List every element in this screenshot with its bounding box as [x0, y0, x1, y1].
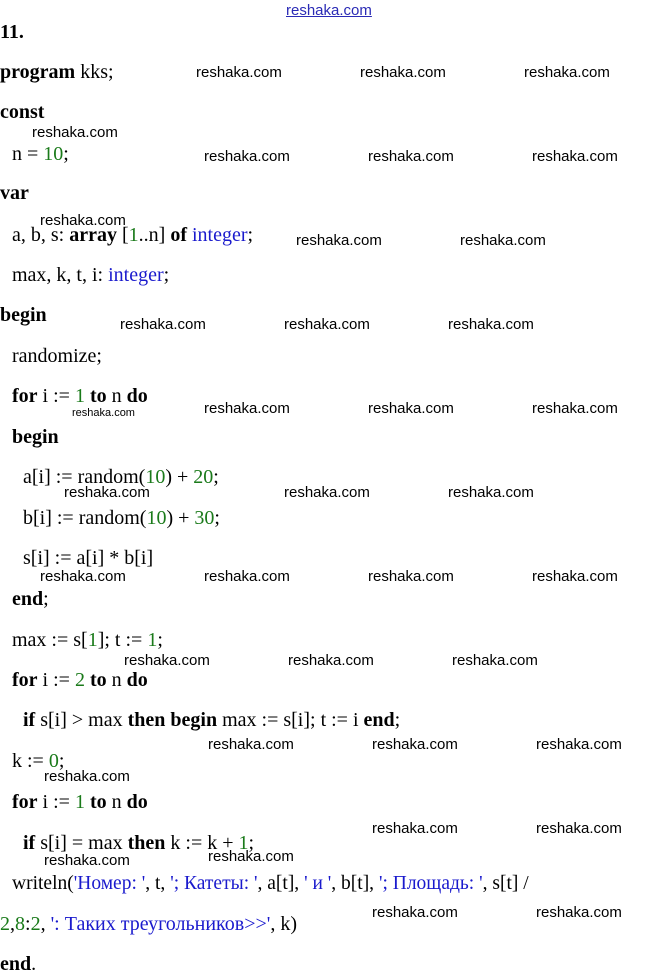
watermark: reshaka.com	[44, 852, 130, 869]
watermark: reshaka.com	[448, 316, 534, 333]
type-integer: integer	[108, 264, 164, 286]
writeln-arg: , b[t],	[331, 873, 379, 894]
divisor: 2	[0, 913, 10, 935]
comma: ,	[10, 913, 15, 935]
code-line-for3	[12, 790, 148, 814]
format-width: 8	[15, 913, 25, 935]
keyword-if: if	[23, 832, 36, 854]
max-t-value: 1	[147, 629, 158, 651]
writeln-arg: , s[t] /	[482, 873, 529, 894]
string-literal: '; Катеты: '	[170, 873, 258, 894]
watermark: reshaka.com	[448, 484, 534, 501]
ai-text: a[i] := random(	[23, 466, 146, 488]
watermark: reshaka.com	[536, 736, 622, 753]
semicolon: ;	[157, 629, 163, 651]
watermark: reshaka.com	[372, 904, 458, 921]
if-body: k := k +	[165, 832, 239, 854]
array-low: 1	[128, 224, 139, 246]
keyword-begin: begin	[0, 304, 47, 326]
keyword-to: to	[89, 385, 107, 407]
bi-text: b[i] := random(	[23, 507, 147, 529]
watermark: reshaka.com	[204, 400, 290, 417]
code-line-bi	[23, 506, 220, 530]
semicolon: ;	[163, 264, 170, 286]
watermark: reshaka.com	[40, 568, 126, 585]
code-line-program	[0, 60, 114, 84]
keyword-to: to	[89, 791, 107, 813]
keyword-array: array	[69, 224, 117, 246]
bi-rand: 10	[146, 507, 167, 529]
watermark: reshaka.com	[296, 232, 382, 249]
keyword-begin: begin	[12, 426, 59, 448]
keyword-then: then	[127, 709, 166, 731]
program-name: kks;	[75, 61, 114, 83]
si-text: s[i] := a[i] * b[i]	[23, 547, 154, 569]
code-line-for2	[12, 668, 148, 692]
keyword-if: if	[23, 709, 36, 731]
keyword-begin: begin	[170, 709, 218, 731]
keyword-for: for	[12, 669, 38, 691]
code-line-begin	[0, 303, 47, 327]
bi-plus: ) +	[166, 507, 195, 529]
array-bracket: [	[116, 224, 129, 246]
code-line-randomize	[12, 344, 102, 368]
keyword-const: const	[0, 101, 45, 123]
max-idx: 1	[87, 629, 98, 651]
watermark: reshaka.com	[204, 568, 290, 585]
semicolon: ;	[248, 832, 255, 854]
type-integer: integer	[192, 224, 248, 246]
code-line-end1	[12, 587, 49, 611]
watermark: reshaka.com	[532, 148, 618, 165]
writeln-arg: , t,	[145, 873, 171, 894]
watermark: reshaka.com	[368, 148, 454, 165]
semicolon: ;	[58, 750, 65, 772]
n-decl-text: n =	[12, 143, 44, 165]
array-range: ..n]	[138, 224, 171, 246]
keyword-to: to	[89, 669, 107, 691]
semicolon: ;	[43, 588, 49, 610]
watermark: reshaka.com	[368, 568, 454, 585]
for-var: i :=	[37, 791, 75, 813]
keyword-do: do	[126, 669, 148, 691]
code-line-max	[12, 628, 163, 652]
for-from: 2	[74, 669, 85, 691]
watermark: reshaka.com	[360, 64, 446, 81]
k-value: 0	[48, 750, 59, 772]
for-from: 1	[74, 791, 85, 813]
for-bound: n	[106, 791, 127, 813]
site-link[interactable]: reshaka.com	[286, 2, 372, 19]
comma: ,	[40, 913, 51, 935]
watermark: reshaka.com	[32, 124, 118, 141]
watermark: reshaka.com	[208, 736, 294, 753]
task-number: 11.	[0, 21, 24, 43]
k-text: k :=	[12, 750, 49, 772]
semicolon: ;	[394, 709, 401, 731]
keyword-end: end	[363, 709, 395, 731]
code-line-si	[23, 546, 153, 570]
if-body: max := s[i]; t := i	[217, 709, 364, 731]
n-value: 10	[43, 143, 64, 165]
watermark: reshaka.com	[196, 64, 282, 81]
code-line-begin2	[12, 425, 59, 449]
ai-add: 20	[193, 466, 214, 488]
watermark: reshaka.com	[536, 904, 622, 921]
for-bound: n	[106, 669, 127, 691]
code-line-end	[0, 952, 36, 976]
semicolon: ;	[214, 507, 220, 529]
watermark: reshaka.com	[208, 848, 294, 865]
semicolon: ;	[213, 466, 219, 488]
semicolon: ;	[247, 224, 254, 246]
max-text: max := s[	[12, 629, 88, 651]
for-var: i :=	[37, 669, 75, 691]
colon: :	[25, 913, 31, 935]
watermark: reshaka.com	[120, 316, 206, 333]
watermark: reshaka.com	[372, 820, 458, 837]
watermark: reshaka.com	[204, 148, 290, 165]
code-line-var	[0, 181, 29, 205]
watermark: reshaka.com	[288, 652, 374, 669]
code-line-writeln	[12, 872, 529, 896]
writeln-end: , k)	[270, 913, 298, 935]
n-decl-end: ;	[63, 143, 69, 165]
watermark: reshaka.com	[524, 64, 610, 81]
keyword-do: do	[126, 385, 148, 407]
int-vars: max, k, t, i:	[12, 264, 109, 286]
watermark: reshaka.com	[536, 820, 622, 837]
keyword-end: end	[0, 953, 32, 975]
watermark: reshaka.com	[64, 484, 150, 501]
keyword-program: program	[0, 61, 76, 83]
bi-add: 30	[194, 507, 215, 529]
code-line-const	[0, 100, 44, 124]
keyword-end: end	[12, 588, 44, 610]
watermark: reshaka.com	[124, 652, 210, 669]
format-precision: 2	[30, 913, 41, 935]
keyword-of: of	[170, 224, 187, 246]
watermark: reshaka.com	[40, 212, 126, 229]
string-literal: ' и '	[304, 873, 332, 894]
watermark: reshaka.com	[460, 232, 546, 249]
watermark: reshaka.com	[372, 736, 458, 753]
code-line-int-decl	[12, 263, 169, 287]
for-from: 1	[74, 385, 85, 407]
string-literal: '; Площадь: '	[378, 873, 483, 894]
ai-rand: 10	[145, 466, 166, 488]
keyword-then: then	[127, 832, 166, 854]
watermark: reshaka.com	[368, 400, 454, 417]
string-literal: 'Номер: '	[73, 873, 146, 894]
period: .	[31, 953, 37, 975]
watermark: reshaka.com	[532, 568, 618, 585]
watermark: reshaka.com	[452, 652, 538, 669]
watermark: reshaka.com	[284, 316, 370, 333]
ai-plus: ) +	[165, 466, 194, 488]
keyword-for: for	[12, 791, 38, 813]
watermark: reshaka.com	[44, 768, 130, 785]
keyword-for: for	[12, 385, 38, 407]
if-condition: s[i] = max	[35, 832, 128, 854]
if-increment: 1	[238, 832, 249, 854]
randomize-call: randomize;	[12, 345, 102, 367]
keyword-var: var	[0, 182, 29, 204]
string-literal: ': Таких треугольников>>'	[50, 913, 271, 935]
keyword-do: do	[126, 791, 148, 813]
code-line-writeln-cont	[0, 912, 297, 936]
watermark: reshaka.com	[284, 484, 370, 501]
code-line-if1	[23, 708, 400, 732]
if-condition: s[i] > max	[35, 709, 128, 731]
watermark: reshaka.com	[532, 400, 618, 417]
writeln-arg: , a[t],	[257, 873, 305, 894]
for-bound: n	[106, 385, 127, 407]
code-line-n-decl	[12, 142, 69, 166]
for-var: i :=	[37, 385, 75, 407]
max-t-assign: ]; t :=	[97, 629, 148, 651]
watermark: reshaka.com	[72, 407, 135, 419]
array-vars: a, b, s:	[12, 224, 70, 246]
writeln-call: writeln(	[12, 873, 74, 894]
